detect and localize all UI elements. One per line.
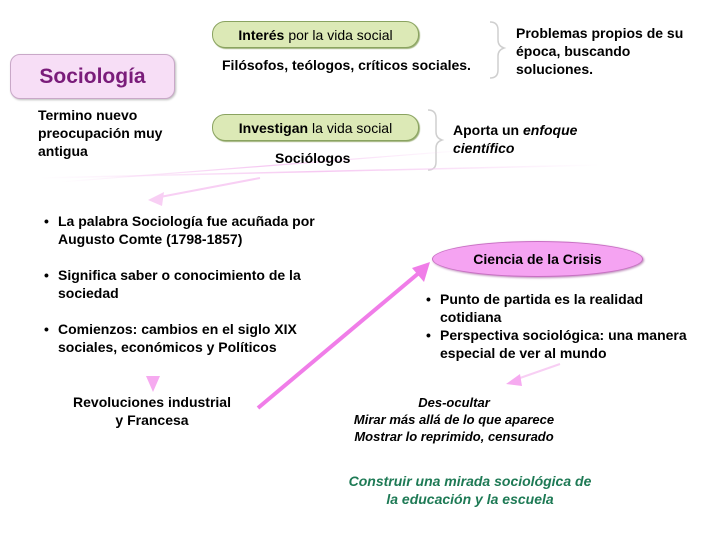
problemas-line-2: época, buscando	[516, 43, 631, 59]
bullet-3-line-2: sociales, económicos y Políticos	[58, 339, 277, 355]
interes-pill	[212, 21, 419, 48]
problemas-line-3: soluciones.	[516, 61, 594, 77]
title-box	[10, 54, 175, 99]
construir-line-1: Construir una mirada sociológica de	[348, 473, 592, 489]
faint-line-3	[520, 364, 560, 378]
crisis-bullet-list	[424, 290, 714, 362]
bullet-item	[42, 320, 352, 356]
interes-bold: Interés	[238, 26, 285, 43]
desocultar-line-3: Mostrar lo reprimido, censurado	[354, 429, 554, 444]
crisis-label: Ciencia de la Crisis	[473, 251, 602, 267]
aporta-italic-1: enfoque	[523, 122, 578, 138]
interes-rest: por la vida social	[288, 26, 393, 43]
termino-line-1: Termino nuevo	[38, 107, 138, 123]
desocultar-line-2: Mirar más allá de lo que aparece	[353, 412, 555, 427]
aporta-italic-2: científico	[453, 140, 515, 156]
page-title: Sociología	[39, 64, 146, 88]
bullet-item	[42, 266, 352, 302]
revoluciones-line-1: Revoluciones industrial	[73, 394, 231, 410]
bullet-2-line-2: sociedad	[58, 285, 119, 301]
investigan-bold: Investigan	[238, 119, 309, 136]
sociologos-text: Sociólogos	[275, 150, 351, 166]
construir-text	[320, 472, 620, 508]
desocultar-line-1: Des-ocultar	[418, 395, 490, 410]
construir-line-2: la educación y la escuela	[386, 491, 554, 507]
termino-line-3: antigua	[38, 143, 88, 159]
bullet-1-line-1: • La palabra Sociología fue acuñada por	[58, 213, 315, 229]
arrow-down-revoluciones	[146, 376, 160, 392]
aporta-plain: Aporta un	[453, 122, 520, 138]
brace-investigan	[428, 110, 442, 170]
crisis-bullet-1-line-2: cotidiana	[440, 309, 502, 325]
aporta-text	[453, 121, 577, 157]
termino-line-2: preocupación muy	[38, 125, 163, 141]
crisis-ellipse	[432, 241, 643, 277]
termino-text	[38, 106, 162, 160]
bullet-3-line-1: • Comienzos: cambios en el siglo XIX	[58, 321, 297, 337]
main-bullet-list	[42, 212, 352, 356]
revoluciones-line-2: y Francesa	[115, 412, 189, 428]
problemas-line-1: Problemas propios de su	[516, 25, 684, 41]
bullet-2-line-1: • Significa saber o conocimiento de la	[58, 267, 301, 283]
desocultar-text	[330, 394, 578, 445]
brace-interes	[490, 22, 504, 78]
revoluciones-text	[52, 393, 252, 429]
crisis-bullet-1-line-1: • Punto de partida es la realidad	[440, 291, 644, 307]
investigan-rest: la vida social	[312, 119, 393, 136]
crisis-bullet-2-line-2: especial de ver al mundo	[440, 345, 607, 361]
faint-arrow-line	[160, 178, 260, 197]
arrow-head-bullets	[148, 192, 164, 206]
arrow-head-desocultar	[506, 374, 522, 386]
crisis-bullet-item	[424, 290, 714, 326]
bullet-1-line-2: Augusto Comte (1798-1857)	[58, 231, 243, 247]
problemas-text	[516, 24, 683, 78]
crisis-bullet-2-line-1: • Perspectiva sociológica: una manera	[440, 327, 687, 343]
bullet-item	[42, 212, 352, 248]
investigan-pill	[212, 114, 419, 141]
faint-line-1	[40, 165, 600, 178]
filosofos-text: Filósofos, teólogos, críticos sociales.	[222, 57, 471, 73]
crisis-bullet-item	[424, 326, 714, 362]
